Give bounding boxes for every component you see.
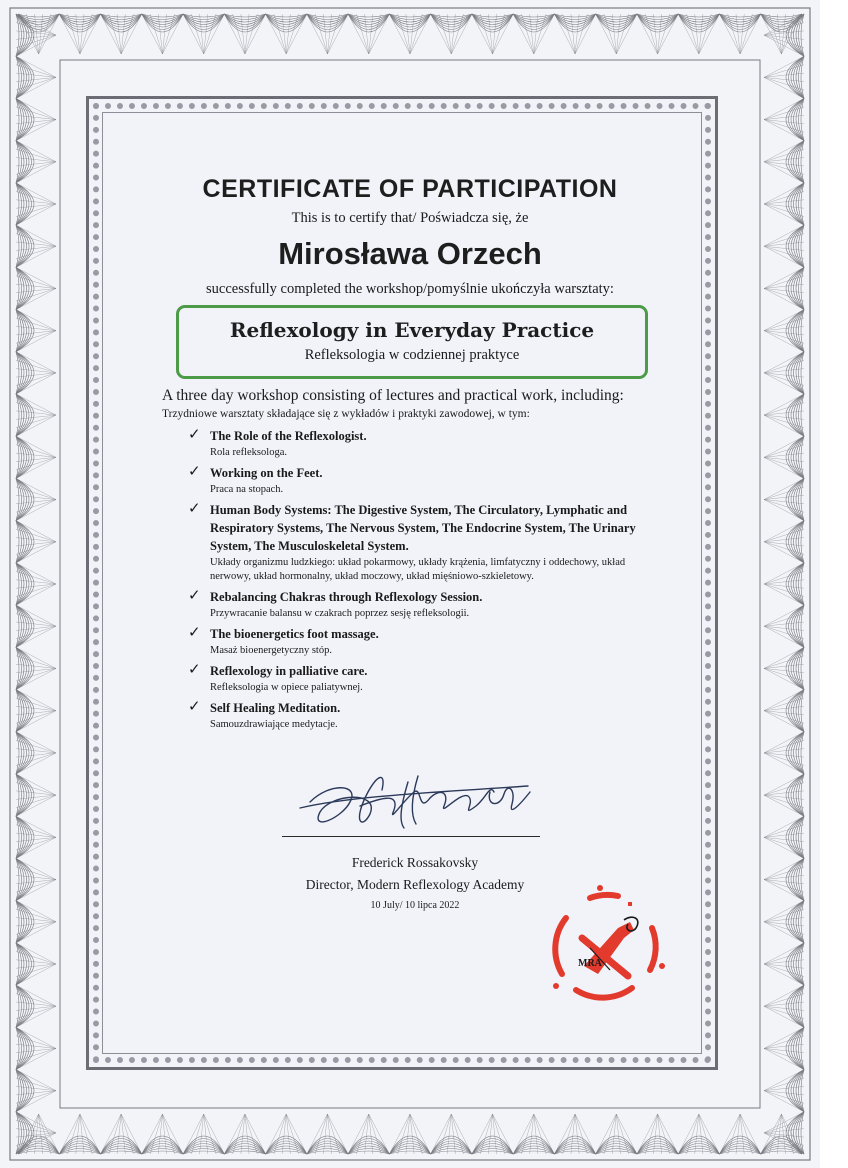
topic-en: Working on the Feet.: [210, 466, 323, 480]
topic-en: Self Healing Meditation.: [210, 701, 341, 715]
certificate-date: 10 July/ 10 lipca 2022: [370, 900, 460, 911]
signature-image: [290, 762, 540, 834]
topic-pl: Układy organizmu ludzkiego: układ pokarmowy, układy krążenia, limfatyczny i oddechowy, układ nerwowy, układ hormonalny, układ moczowy, układ mięśniowo-szkieletowy.: [210, 557, 626, 582]
academy-stamp: [532, 878, 672, 1008]
checkmark-icon: ✓: [188, 660, 201, 678]
certify-line: This is to certify that/ Poświadcza się, że: [291, 210, 529, 226]
course-title-en: Reflexology in Everyday Practice: [229, 318, 595, 342]
checkmark-icon: ✓: [188, 697, 201, 715]
topic-en: The Role of the Reflexologist.: [210, 429, 367, 443]
topic-en: Rebalancing Chakras through Reflexology Session.: [210, 590, 483, 604]
topic-item: [188, 588, 668, 621]
topic-pl: Refleksologia w opiece paliatywnej.: [210, 682, 363, 693]
topic-item: [188, 464, 668, 497]
topic-pl: Masaż bioenergetyczny stóp.: [210, 645, 332, 656]
intro-pl: Trzydniowe warsztaty składające się z wykładów i praktyki zawodowej, w tym:: [162, 408, 530, 420]
topic-item: [188, 625, 668, 658]
topic-list: [188, 427, 668, 736]
checkmark-icon: ✓: [188, 425, 201, 443]
checkmark-icon: ✓: [188, 586, 201, 604]
topic-item: [188, 662, 668, 695]
topic-pl: Samouzdrawiające medytacje.: [210, 719, 338, 730]
recipient-name: Mirosława Orzech: [278, 236, 542, 271]
topic-item: [188, 699, 668, 732]
stamp-text: MRA: [578, 958, 602, 969]
topic-pl: Rola refleksologa.: [210, 447, 287, 458]
signature-line: [282, 836, 540, 837]
signer-title: Director, Modern Reflexology Academy: [305, 877, 525, 892]
topic-pl: Przywracanie balansu w czakrach poprzez sesję refleksologii.: [210, 608, 470, 619]
topic-item: [188, 501, 668, 584]
topic-en: Human Body Systems: The Digestive System, The Circulatory, Lymphatic and Respiratory Systems, The Nervous System, The Endocrine System, The Urinary System, The Musculoskeletal System.: [210, 503, 636, 553]
signer-name: Frederick Rossakovsky: [351, 855, 479, 870]
checkmark-icon: ✓: [188, 623, 201, 641]
topic-item: [188, 427, 668, 460]
checkmark-icon: ✓: [188, 499, 201, 517]
topic-pl: Praca na stopach.: [210, 484, 284, 495]
checkmark-icon: ✓: [188, 462, 201, 480]
topic-en: The bioenergetics foot massage.: [210, 627, 379, 641]
topic-en: Reflexology in palliative care.: [210, 664, 368, 678]
intro-en: A three day workshop consisting of lectures and practical work, including:: [162, 387, 624, 404]
course-title-pl: Refleksologia w codziennej praktyce: [304, 347, 520, 363]
certificate-title: CERTIFICATE OF PARTICIPATION: [202, 175, 618, 203]
completed-line: successfully completed the workshop/pomyślnie ukończyła warsztaty:: [206, 281, 614, 297]
course-title-box: [176, 305, 648, 379]
